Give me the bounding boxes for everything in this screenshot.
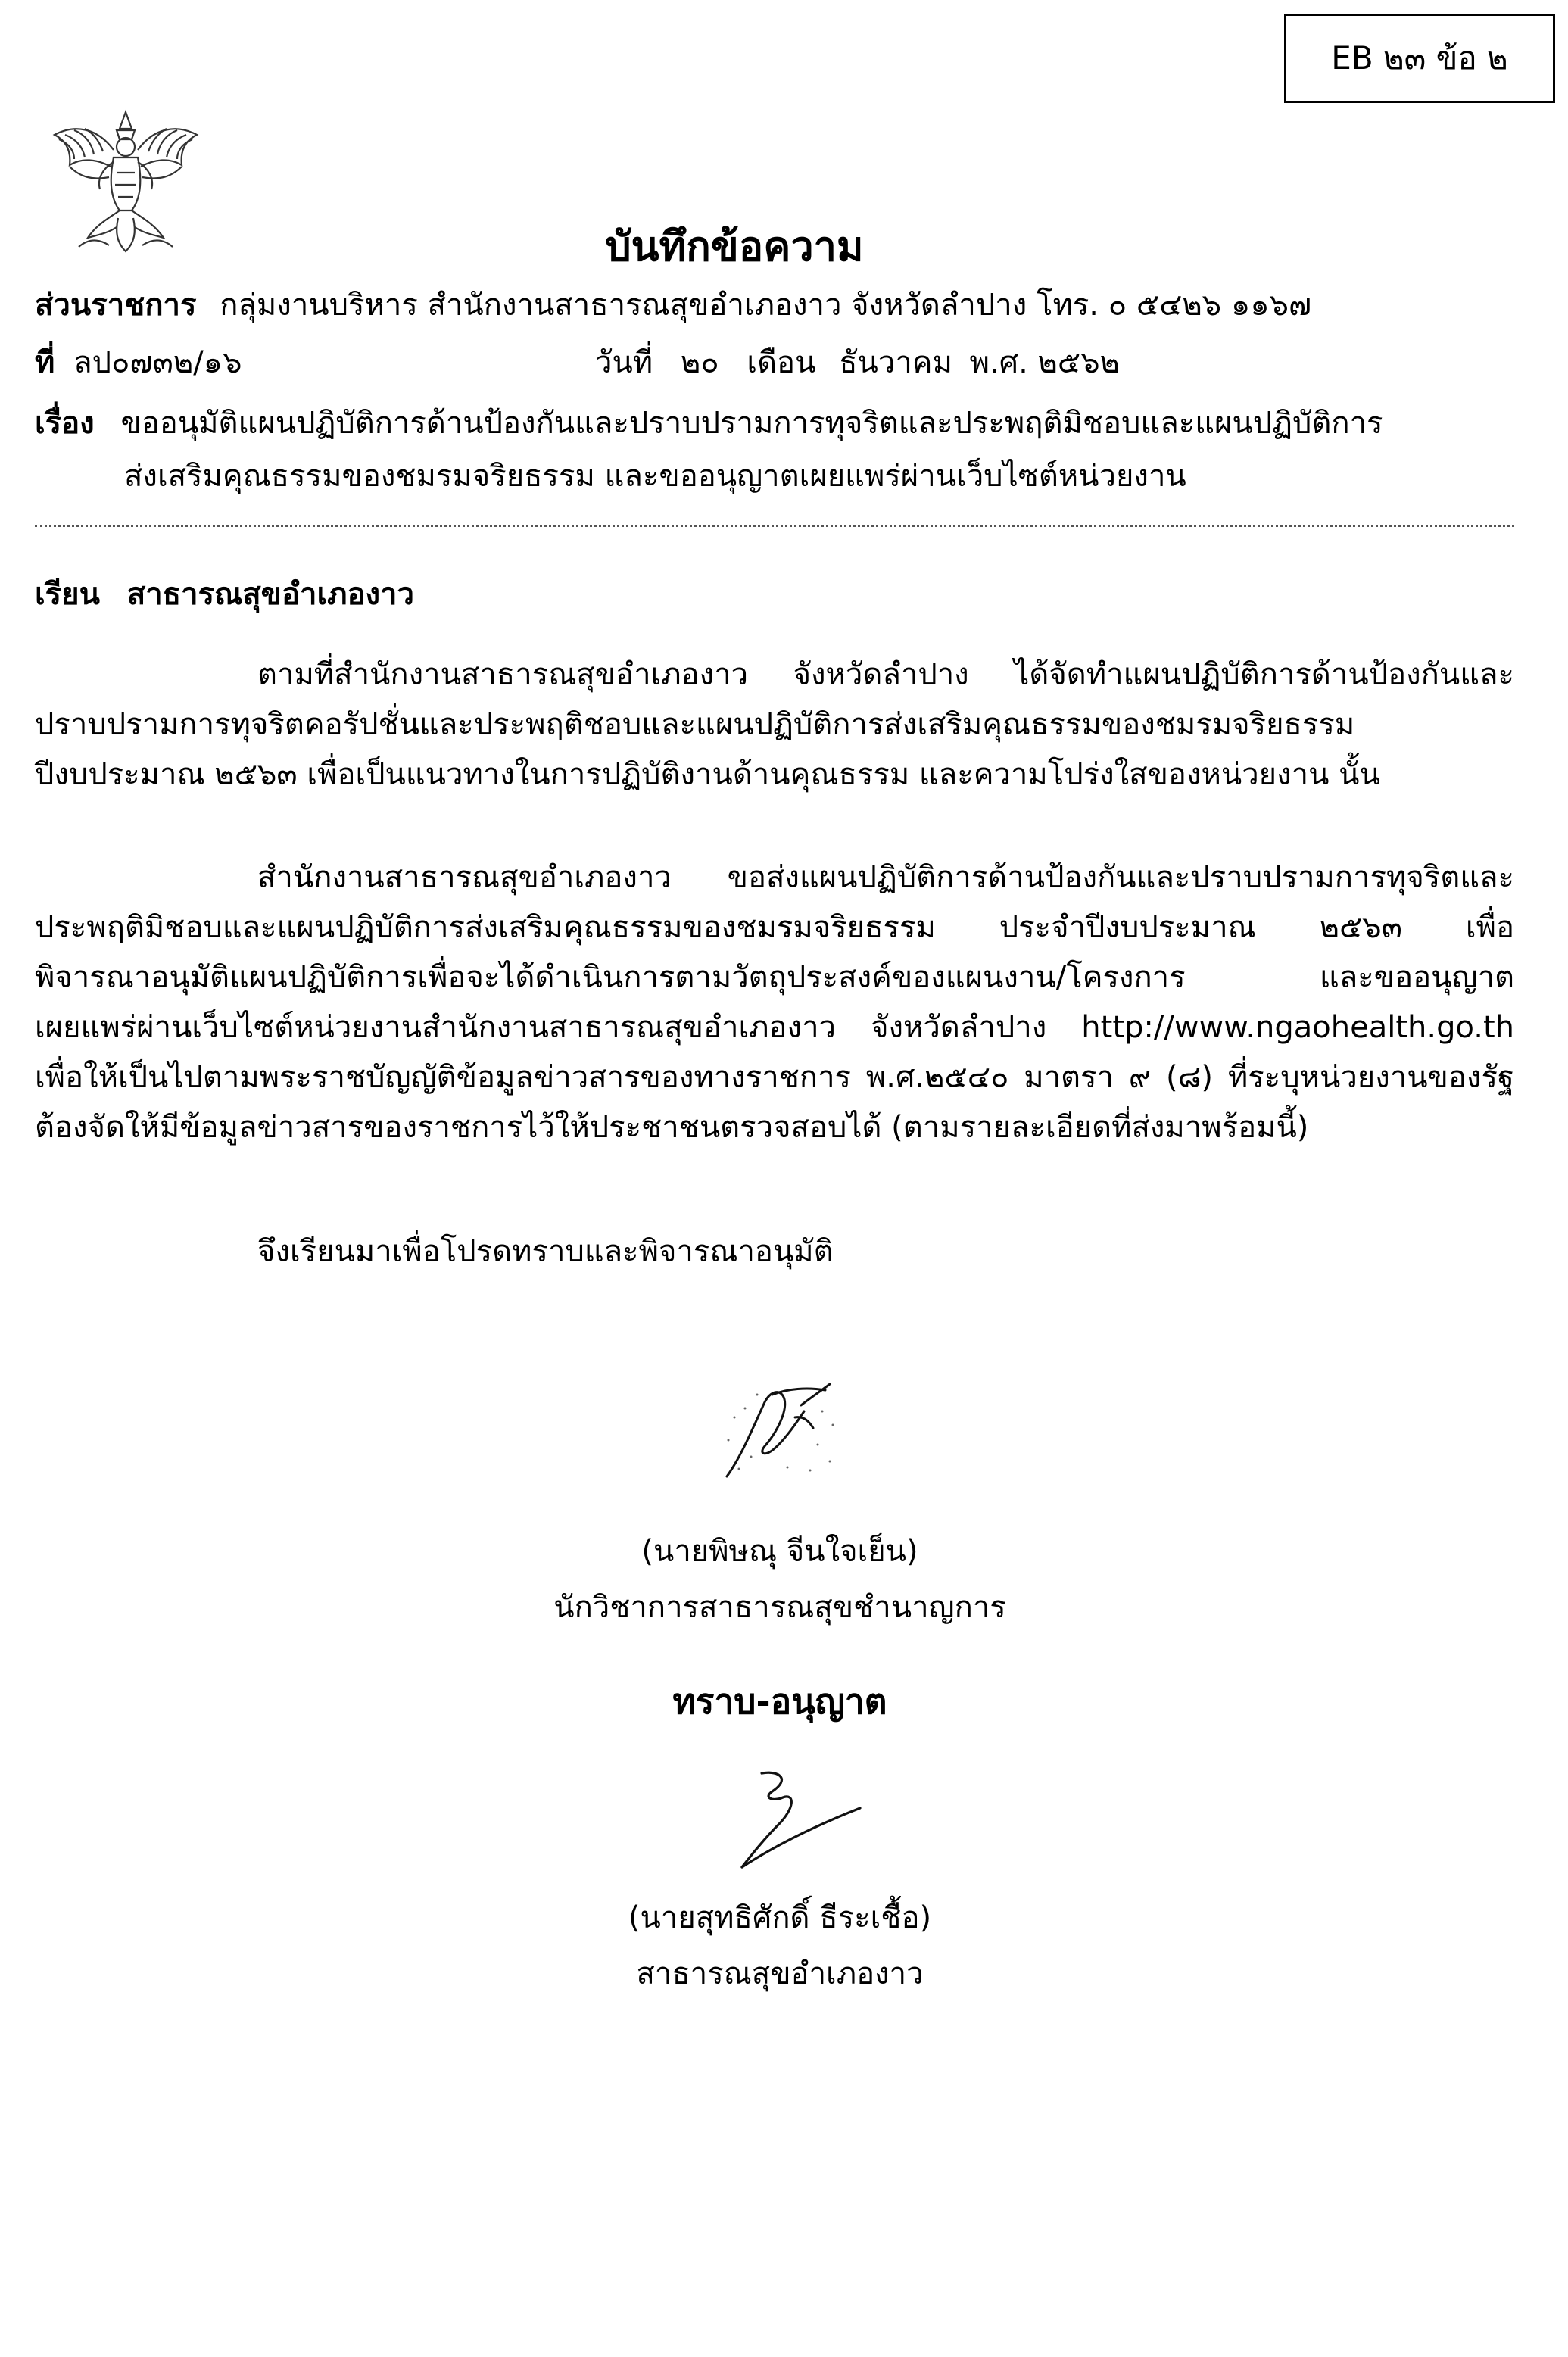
signer-2-position: สาธารณสุขอำเภองาว (636, 1956, 924, 1991)
date-month-label: เดือน (747, 345, 816, 380)
salutation-label: เรียน (35, 577, 100, 612)
subject-line-2: ส่งเสริมคุณธรรมของชมรมจริยธรรม และขออนุญาตเผยแพร่ผ่านเว็บไซต์หน่วยงาน (124, 459, 1186, 494)
agency-row (35, 280, 1311, 330)
signer-1-position: นักวิชาการสาธารณสุขชำนาญการ (553, 1590, 1006, 1625)
doc-number-value: ลป๐๗๓๒/๑๖ (73, 345, 242, 380)
subject-label: เรื่อง (35, 406, 95, 441)
paragraph-1-line: ปีงบประมาณ ๒๕๖๓ เพื่อเป็นแนวทางในการปฏิบัติงานด้านคุณธรรม และความโปร่งใสของหน่วยงาน นั้น (35, 757, 1380, 792)
salutation-row (35, 569, 414, 619)
reference-box (1284, 14, 1555, 103)
paragraph-1-line: ตามที่สำนักงานสาธารณสุขอำเภองาว จังหวัดลำปาง ได้จัดทำแผนปฏิบัติการด้านป้องกันและ (257, 657, 1514, 692)
closing-text: จึงเรียนมาเพื่อโปรดทราบและพิจารณาอนุมัติ (257, 1234, 834, 1269)
signer-2-block (492, 1893, 1068, 1999)
signature-2-icon (727, 1764, 878, 1878)
date-label: วันที่ (595, 345, 653, 380)
paragraph-2-line: พิจารณาอนุมัติแผนปฏิบัติการเพื่อจะได้ดำเนินการตามวัตถุประสงค์ของแผนงาน/โครงการ และขออนุญาต (35, 960, 1514, 995)
doc-number-row (35, 338, 242, 388)
signer-2-name: (นายสุทธิศักดิ์ ธีระเชื้อ) (628, 1900, 932, 1935)
signature-1-icon (712, 1372, 848, 1486)
subject-line-1: ขออนุมัติแผนปฏิบัติการด้านป้องกันและปราบปรามการทุจริตและประพฤติมิชอบและแผนปฏิบัติการ (120, 406, 1383, 441)
paragraph-2-line: เพื่อให้เป็นไปตามพระราชบัญญัติข้อมูลข่าวสารของทางราชการ พ.ศ.๒๕๔๐ มาตรา ๙ (๘) ที่ระบุหน่วยงานของรัฐ (35, 1060, 1515, 1095)
paragraph-1-line: ปราบปรามการทุจริตคอรัปชั่นและประพฤติชอบและแผนปฏิบัติการส่งเสริมคุณธรรมของชมรมจริยธรรม (35, 707, 1355, 742)
paragraph-2-line: เผยแพร่ผ่านเว็บไซต์หน่วยงานสำนักงานสาธารณสุขอำเภองาว จังหวัดลำปาง http://www.ngaohealth.go.th (35, 1010, 1514, 1045)
header-divider (35, 525, 1514, 527)
doc-number-label: ที่ (35, 345, 55, 380)
date-month: ธันวาคม (839, 345, 952, 380)
paragraph-2-line: สำนักงานสาธารณสุขอำเภองาว ขอส่งแผนปฏิบัติการด้านป้องกันและปราบปรามการทุจริตและ (257, 860, 1514, 895)
date-row (595, 338, 1120, 388)
agency-value: กลุ่มงานบริหาร สำนักงานสาธารณสุขอำเภองาว จังหวัดลำปาง โทร. ๐ ๕๔๒๖ ๑๑๖๗ (220, 288, 1312, 323)
subject-row (35, 398, 1383, 448)
date-day: ๒๐ (680, 345, 719, 380)
reference-code: EB ๒๓ ข้อ ๒ (1331, 39, 1508, 76)
signer-1-name: (นายพิษณุ จีนใจเย็น) (641, 1534, 918, 1569)
salutation-value: สาธารณสุขอำเภองาว (126, 577, 414, 612)
paragraph-1 (35, 650, 1514, 800)
paragraph-2 (35, 853, 1514, 1152)
agency-label: ส่วนราชการ (35, 288, 197, 323)
document-title: บันทึกข้อความ (605, 223, 864, 270)
paragraph-2-line: ประพฤติมิชอบและแผนปฏิบัติการส่งเสริมคุณธรรมของชมรมจริยธรรม ประจำปีงบประมาณ ๒๕๖๓ เพื่อ (35, 910, 1514, 945)
approval-text: ทราบ-อนุญาต (672, 1681, 887, 1722)
paragraph-2-line: ต้องจัดให้มีข้อมูลข่าวสารของราชการไว้ให้ประชาชนตรวจสอบได้ (ตามรายละเอียดที่ส่งมาพร้อมนี้) (35, 1110, 1309, 1145)
date-year: พ.ศ. ๒๕๖๒ (969, 345, 1120, 380)
signer-1-block (492, 1526, 1068, 1632)
